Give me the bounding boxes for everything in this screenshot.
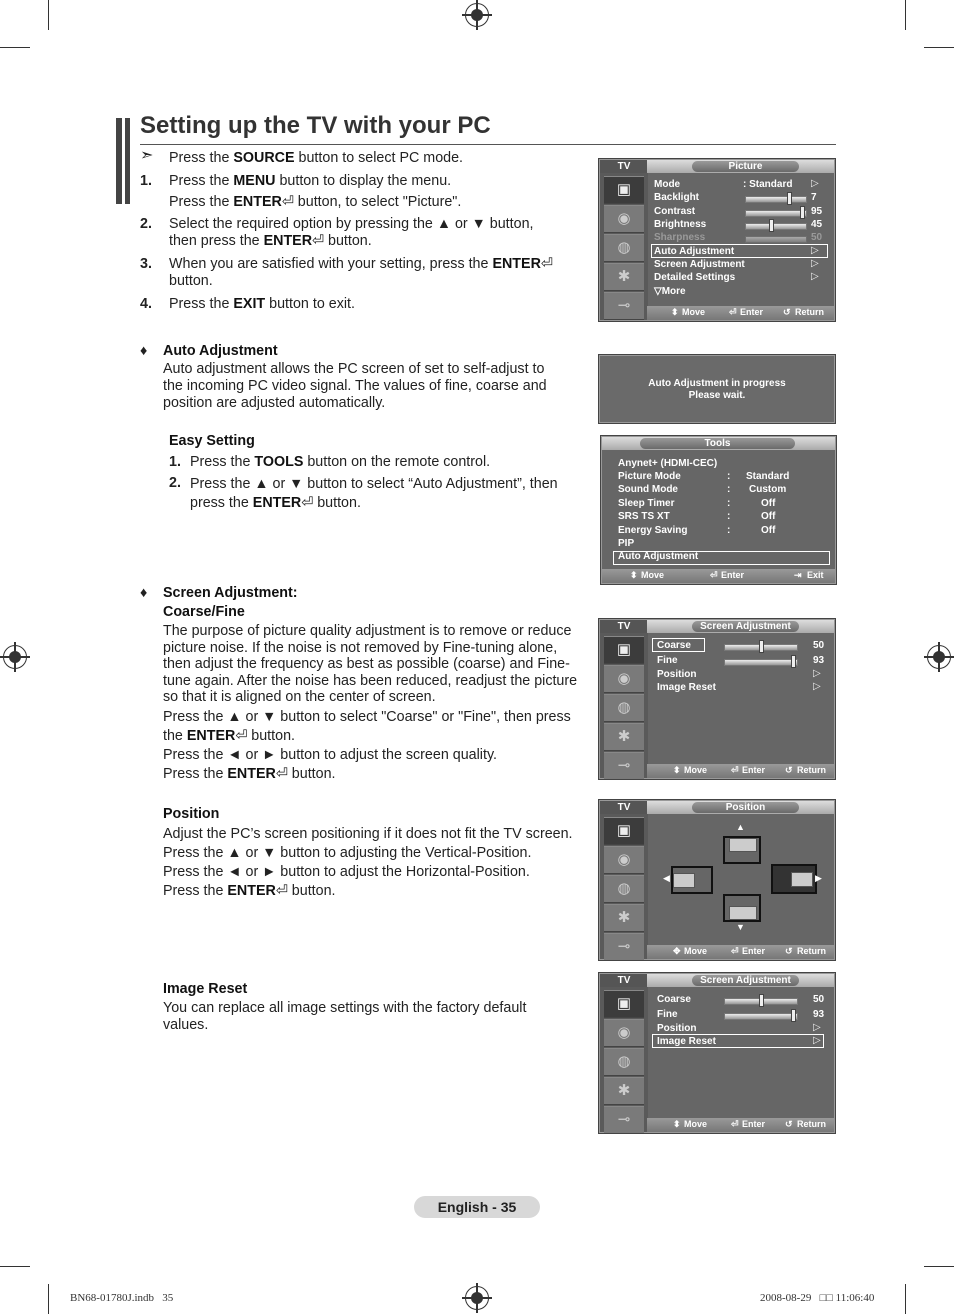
osd-item-image-reset[interactable]: Image Reset [657, 1036, 716, 1047]
return-icon: ↺ [783, 307, 791, 317]
arrow-right-icon: ▷ [811, 271, 819, 282]
step-number: 1. [169, 454, 181, 470]
osd-footer [647, 945, 834, 959]
step-select: Select the required option by pressing the ▲ or ▼ button, then press the ENTER⏎ button. [169, 216, 534, 249]
footer-move: Move [682, 307, 706, 317]
position-body: Adjust the PC’s screen positioning if it does not fit the TV screen. Press the ▲ or ▼ button to adjusting the Vertical-Position. Press the ◄ or ► button to adjust the Horizontal-Position. Press the ENTER⏎ button. [163, 826, 573, 899]
registration-mark-icon [927, 645, 951, 669]
easy-step-2: Press the ▲ or ▼ button to select “Auto Adjustment”, then press the ENTER⏎ button. [190, 476, 558, 511]
osd-item-coarse[interactable]: Coarse [657, 994, 691, 1005]
picture-icon[interactable]: ▣ [604, 990, 644, 1018]
step-exit: Press the EXIT button to exit. [169, 296, 355, 312]
osd-item-brightness[interactable]: Brightness [654, 219, 707, 230]
easy-setting-heading: Easy Setting [169, 433, 255, 449]
picture-icon[interactable]: ▣ [604, 817, 644, 845]
tools-item-sleep-timer[interactable]: Sleep Timer [618, 498, 675, 509]
title-bar-decoration [125, 118, 130, 204]
return-icon: ↺ [785, 765, 793, 775]
bullet-diamond-icon: ♦ [140, 585, 148, 601]
footer-return: Return [797, 1119, 826, 1129]
section-heading: Screen Adjustment: [163, 585, 298, 601]
input-icon[interactable]: ⊸ [604, 292, 644, 320]
osd-sidebar [600, 633, 648, 778]
step-number: 3. [140, 256, 152, 272]
position-frame-right[interactable] [771, 864, 817, 894]
fine-value: 93 [813, 655, 825, 666]
move-icon: ✥ [673, 946, 681, 956]
setup-icon[interactable]: ✱ [604, 263, 644, 291]
osd-sidebar [600, 173, 648, 320]
footer-enter: Enter [742, 1119, 766, 1129]
tools-energy-value: Off [761, 525, 776, 536]
arrow-right-icon: ▶ [815, 873, 822, 883]
crop-mark [0, 47, 30, 48]
tools-item-auto-adjustment[interactable]: Auto Adjustment [618, 551, 699, 562]
page-number: English - 35 [414, 1196, 540, 1218]
osd-title: Picture [692, 161, 799, 172]
coarse-value: 50 [813, 994, 825, 1005]
tools-sound-mode-value: Custom [749, 484, 787, 495]
osd-mode-value: : Standard [743, 179, 793, 190]
sound-icon[interactable]: ◉ [604, 1019, 644, 1047]
channel-icon[interactable]: ◍ [604, 875, 644, 903]
enter-icon: ⏎ [731, 946, 739, 956]
setup-icon[interactable]: ✱ [604, 904, 644, 932]
sound-icon[interactable]: ◉ [604, 665, 644, 693]
return-icon: ↺ [785, 1119, 793, 1129]
arrow-down-icon: ▼ [736, 922, 745, 932]
footer-enter: Enter [740, 307, 764, 317]
input-icon[interactable]: ⊸ [604, 752, 644, 780]
osd-title: Screen Adjustment [692, 621, 799, 632]
slider-knob[interactable] [791, 655, 796, 668]
osd-screen-adjustment-coarse [598, 618, 836, 780]
osd-header [647, 620, 834, 633]
tools-item-energy[interactable]: Energy Saving [618, 525, 688, 536]
footer-enter: Enter [742, 765, 766, 775]
registration-mark-icon [465, 3, 489, 27]
osd-header [647, 160, 834, 173]
osd-footer [647, 306, 834, 320]
enter-icon: ⏎ [301, 495, 314, 511]
tools-item-srs[interactable]: SRS TS XT [618, 511, 670, 522]
tools-colon: : [727, 471, 731, 482]
osd-item-auto-adjustment[interactable]: Auto Adjustment [654, 246, 735, 257]
osd-sidebar [600, 814, 648, 959]
tools-item-picture-mode[interactable]: Picture Mode [618, 471, 681, 482]
bullet-diamond-icon: ♦ [140, 343, 148, 359]
title-bar-decoration [116, 118, 122, 204]
enter-icon: ⏎ [540, 256, 553, 272]
slider-knob[interactable] [769, 219, 774, 232]
tools-colon: : [727, 484, 731, 495]
osd-header [647, 801, 834, 814]
channel-icon[interactable]: ◍ [604, 234, 644, 262]
picture-icon[interactable]: ▣ [604, 176, 644, 204]
auto-body: Auto adjustment allows the PC screen of set to self-adjust to the incoming PC video signal. The values of fine, coarse and position are adjusted automatically. [163, 361, 547, 411]
osd-footer [602, 569, 835, 583]
step-menu: Press the MENU button to display the menu. [169, 173, 452, 189]
osd-tv-label: TV [600, 620, 648, 633]
file-slug: BN68-01780J.indb 35 [70, 1292, 174, 1304]
sharpness-slider [745, 236, 807, 243]
progress-line-2: Please wait. [688, 390, 746, 401]
sub-heading: Coarse/Fine [163, 604, 245, 620]
return-icon: ↺ [785, 946, 793, 956]
slider-knob[interactable] [759, 994, 764, 1007]
osd-item-screen-adjustment[interactable]: Screen Adjustment [654, 259, 745, 270]
footer-move: Move [684, 946, 708, 956]
coarse-value: 50 [813, 640, 825, 651]
arrow-left-icon: ◀ [663, 873, 670, 883]
step-number: 4. [140, 296, 152, 312]
step-confirm: When you are satisfied with your setting, press the ENTER⏎ button. [169, 256, 553, 289]
backlight-value: 7 [811, 192, 817, 203]
date-slug: 2008-08-29 □□ 11:06:40 [760, 1292, 875, 1304]
input-icon[interactable]: ⊸ [604, 1106, 644, 1134]
osd-item-more[interactable]: ▽More [654, 286, 686, 297]
fine-value: 93 [813, 1009, 825, 1020]
enter-icon: ⏎ [275, 766, 288, 782]
crop-mark [905, 0, 906, 30]
backlight-slider[interactable] [745, 196, 807, 203]
osd-screen-adjustment-reset [598, 972, 836, 1134]
enter-icon: ⏎ [281, 194, 294, 210]
note-arrow-icon: ➣ [140, 147, 154, 164]
osd-item-fine[interactable]: Fine [657, 1009, 678, 1020]
footer-return: Return [795, 307, 824, 317]
footer-move: Move [684, 765, 708, 775]
arrow-right-icon: ▷ [811, 258, 819, 269]
position-frame-top[interactable] [723, 836, 761, 864]
arrow-right-icon: ▷ [813, 1035, 821, 1046]
osd-item-backlight[interactable]: Backlight [654, 192, 700, 203]
channel-icon[interactable]: ◍ [604, 694, 644, 722]
tools-colon: : [727, 511, 731, 522]
step-source: Press the SOURCE button to select PC mode. [169, 150, 464, 166]
arrow-up-icon: ▲ [736, 822, 745, 832]
footer-move: Move [641, 570, 665, 580]
osd-item-mode[interactable]: Mode [654, 179, 681, 190]
arrow-right-icon: ▷ [813, 681, 821, 692]
osd-picture-menu [598, 158, 836, 322]
crop-mark [924, 47, 954, 48]
arrow-right-icon: ▷ [813, 668, 821, 679]
screen-adj-press: Press the ▲ or ▼ button to select "Coarse" or "Fine", then press the ENTER⏎ button. Press the ◄ or ► button to adjust the screen quality. Press the ENTER⏎ button. [163, 709, 571, 782]
position-heading: Position [163, 806, 220, 822]
crop-mark [0, 1266, 30, 1267]
fine-slider[interactable] [724, 1013, 798, 1020]
crop-mark [924, 1266, 954, 1267]
step-number: 1. [140, 173, 152, 189]
contrast-slider[interactable] [745, 210, 807, 217]
osd-sidebar [600, 987, 648, 1132]
fine-slider[interactable] [724, 659, 798, 666]
setup-icon[interactable]: ✱ [604, 1077, 644, 1105]
osd-item-sharpness: Sharpness [654, 232, 706, 243]
progress-line-1: Auto Adjustment in progress [648, 378, 786, 389]
osd-header [602, 437, 835, 450]
enter-icon: ⏎ [235, 728, 248, 744]
osd-footer [647, 1118, 834, 1132]
move-icon: ⬍ [673, 765, 681, 775]
enter-icon: ⏎ [731, 765, 739, 775]
arrow-right-icon: ▷ [811, 245, 819, 256]
osd-position [598, 799, 836, 961]
osd-auto-progress [598, 354, 836, 424]
slider-knob[interactable] [787, 192, 792, 205]
section-heading: Auto Adjustment [163, 343, 278, 359]
crop-mark [905, 1284, 906, 1314]
page-title: Setting up the TV with your PC [140, 112, 491, 139]
registration-mark-icon [3, 645, 27, 669]
image-reset-heading: Image Reset [163, 981, 248, 997]
easy-step-1: Press the TOOLS button on the remote control. [190, 454, 491, 470]
move-icon: ⬍ [671, 307, 679, 317]
osd-title: Position [692, 802, 799, 813]
image-reset-body: You can replace all image settings with the factory default values. [163, 1000, 527, 1033]
osd-item-fine[interactable]: Fine [657, 655, 678, 666]
tools-colon: : [727, 498, 731, 509]
slider-knob[interactable] [759, 640, 764, 653]
step-number: 2. [169, 475, 181, 491]
slider-knob[interactable] [800, 206, 805, 219]
osd-tv-label: TV [600, 974, 648, 987]
brightness-value: 45 [811, 219, 823, 230]
arrow-right-icon: ▷ [811, 178, 819, 189]
footer-enter: Enter [742, 946, 766, 956]
move-icon: ⬍ [630, 570, 638, 580]
footer-exit: Exit [807, 570, 824, 580]
channel-icon[interactable]: ◍ [604, 1048, 644, 1076]
tools-item-anynet[interactable]: Anynet+ (HDMI-CEC) [618, 458, 718, 469]
osd-item-image-reset[interactable]: Image Reset [657, 682, 716, 693]
crop-mark [48, 1284, 49, 1314]
sound-icon[interactable]: ◉ [604, 205, 644, 233]
osd-footer [647, 764, 834, 778]
move-icon: ⬍ [673, 1119, 681, 1129]
title-rule [140, 144, 836, 145]
enter-icon: ⏎ [312, 233, 325, 249]
registration-mark-icon [465, 1286, 489, 1310]
sharpness-value: 50 [811, 232, 823, 243]
enter-icon: ⏎ [729, 307, 737, 317]
setup-icon[interactable]: ✱ [604, 723, 644, 751]
footer-return: Return [797, 946, 826, 956]
sound-icon[interactable]: ◉ [604, 846, 644, 874]
footer-enter: Enter [721, 570, 745, 580]
screen-adj-body: The purpose of picture quality adjustment is to remove or reduce picture noise. If the noise is not removed by Fine-tuning alone, then adjust the frequency as best as possible (coarse) and Fine- tune again. After the noise has been reduced, readjust the picture so that it is aligned on the center of screen. [163, 623, 578, 706]
tools-item-pip[interactable]: PIP [618, 538, 635, 549]
position-frame-left[interactable] [671, 866, 713, 894]
tools-picture-mode-value: Standard [746, 471, 790, 482]
slider-knob[interactable] [791, 1009, 796, 1022]
enter-icon: ⏎ [731, 1119, 739, 1129]
osd-item-coarse[interactable]: Coarse [657, 640, 691, 651]
osd-tv-label: TV [600, 801, 648, 814]
osd-title: Tools [640, 438, 795, 449]
osd-item-detailed-settings[interactable]: Detailed Settings [654, 272, 736, 283]
enter-icon: ⏎ [275, 883, 288, 899]
contrast-value: 95 [811, 206, 823, 217]
tools-sleep-value: Off [761, 498, 776, 509]
osd-tools-menu [600, 435, 837, 585]
osd-title: Screen Adjustment [692, 975, 799, 986]
tools-srs-value: Off [761, 511, 776, 522]
arrow-right-icon: ▷ [813, 1022, 821, 1033]
input-icon[interactable]: ⊸ [604, 933, 644, 961]
footer-move: Move [684, 1119, 708, 1129]
footer-return: Return [797, 765, 826, 775]
osd-item-position[interactable]: Position [657, 1023, 697, 1034]
enter-icon: ⏎ [710, 570, 718, 580]
brightness-slider[interactable] [745, 223, 807, 230]
osd-header [647, 974, 834, 987]
position-frame-bottom[interactable] [723, 894, 761, 922]
crop-mark [48, 0, 49, 30]
step-enter-picture: Press the ENTER⏎ button, to select "Picture". [169, 194, 462, 210]
osd-item-position[interactable]: Position [657, 669, 697, 680]
exit-icon: ⇥ [794, 570, 802, 580]
tools-item-sound-mode[interactable]: Sound Mode [618, 484, 678, 495]
step-number: 2. [140, 216, 152, 232]
osd-tv-label: TV [600, 160, 648, 173]
tools-colon: : [727, 525, 731, 536]
picture-icon[interactable]: ▣ [604, 636, 644, 664]
osd-item-contrast[interactable]: Contrast [654, 206, 696, 217]
